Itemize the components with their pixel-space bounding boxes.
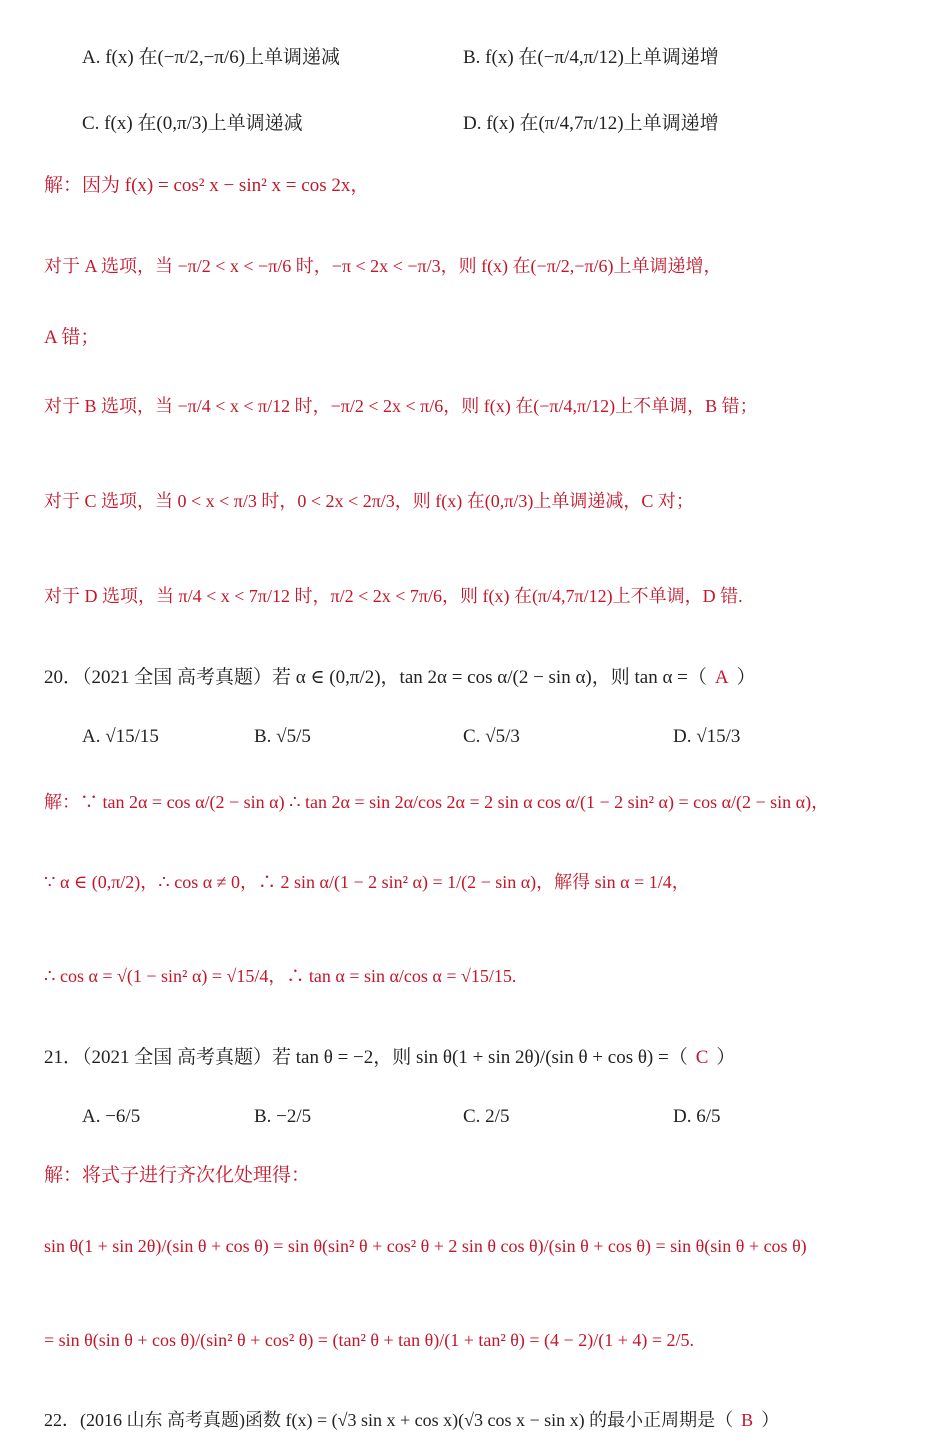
q19-option-c: C. f(x) 在(0,π/3)上单调递减 <box>82 113 303 134</box>
q21-solution-3: = sin θ(sin θ + cos θ)/(sin² θ + cos² θ) = (tan² θ + tan θ)/(1 + tan² θ) = (4 − 2)/(1 + 4) = 2/5. <box>44 1330 694 1350</box>
q21-solution-1: 解：将式子进行齐次化处理得： <box>44 1165 311 1186</box>
q20-option-d: D. √15/3 <box>673 726 741 747</box>
q21-stem <box>44 1042 735 1069</box>
q20-option-a: A. √15/15 <box>82 726 159 747</box>
q20-solution-3: ∴ cos α = √(1 − sin² α) = √15/4，∴ tan α = sin α/cos α = √15/15. <box>44 966 517 986</box>
q21-option-b: B. −2/5 <box>254 1106 312 1127</box>
q22-stem <box>44 1406 779 1432</box>
q20-stem <box>44 662 756 689</box>
q20-solution-2: ∵ α ∈ (0,π/2)，∴ cos α ≠ 0，∴ 2 sin α/(1 − 2 sin² α) = 1/(2 − sin α)，解得 sin α = 1/4， <box>44 872 690 892</box>
q22-stem-close: ） <box>761 1410 780 1430</box>
q21-option-d: D. 6/5 <box>673 1106 721 1127</box>
q19-option-b: B. f(x) 在(−π/4,π/12)上单调递增 <box>463 47 719 68</box>
q19-solution-a-result: A 错； <box>44 327 100 348</box>
q22-answer: B <box>741 1410 754 1430</box>
q20-option-b: B. √5/5 <box>254 726 311 747</box>
q21-stem-close: ） <box>716 1047 736 1068</box>
q19-solution-b: 对于 B 选项，当 −π/4 < x < π/12 时，−π/2 < 2x < π/6，则 f(x) 在(−π/4,π/12)上不单调，B 错； <box>44 396 758 416</box>
q19-solution-d: 对于 D 选项，当 π/4 < x < 7π/12 时，π/2 < 2x < 7π/6，则 f(x) 在(π/4,7π/12)上不单调，D 错. <box>44 586 743 606</box>
q19-solution-c: 对于 C 选项，当 0 < x < π/3 时，0 < 2x < 2π/3，则 f(x) 在(0,π/3)上单调递减，C 对； <box>44 491 694 511</box>
q20-stem-close: ） <box>736 667 756 688</box>
q20-option-c: C. √5/3 <box>463 726 520 747</box>
q21-solution-2: sin θ(1 + sin 2θ)/(sin θ + cos θ) = sin θ(sin² θ + cos² θ + 2 sin θ cos θ)/(sin θ + cos θ) = sin θ(sin θ + cos θ) <box>44 1236 807 1256</box>
q21-answer: C <box>695 1047 709 1068</box>
q19-option-d: D. f(x) 在(π/4,7π/12)上单调递增 <box>463 113 719 134</box>
q21-option-a: A. −6/5 <box>82 1106 141 1127</box>
q20-solution-1: 解：∵ tan 2α = cos α/(2 − sin α) ∴ tan 2α = sin 2α/cos 2α = 2 sin α cos α/(1 − 2 sin² α) = cos α/(2 − sin α)， <box>44 792 830 812</box>
q19-solution-a: 对于 A 选项，当 −π/2 < x < −π/6 时，−π < 2x < −π/3，则 f(x) 在(−π/2,−π/6)上单调递增， <box>44 256 722 276</box>
q22-stem-text: 22．(2016 山东 高考真题)函数 f(x) = (√3 sin x + cos x)(√3 cos x − sin x) 的最小正周期是（ <box>44 1410 734 1430</box>
q19-option-a: A. f(x) 在(−π/2,−π/6)上单调递减 <box>82 47 341 68</box>
q20-answer: A <box>714 667 729 688</box>
q19-solution-intro: 解：因为 f(x) = cos² x − sin² x = cos 2x， <box>44 175 370 196</box>
q21-option-c: C. 2/5 <box>463 1106 510 1127</box>
q20-stem-text: 20．（2021 全国 高考真题）若 α ∈ (0,π/2)，tan 2α = cos α/(2 − sin α)，则 tan α =（ <box>44 667 707 688</box>
q21-stem-text: 21．（2021 全国 高考真题）若 tan θ = −2，则 sin θ(1 + sin 2θ)/(sin θ + cos θ) =（ <box>44 1047 688 1068</box>
